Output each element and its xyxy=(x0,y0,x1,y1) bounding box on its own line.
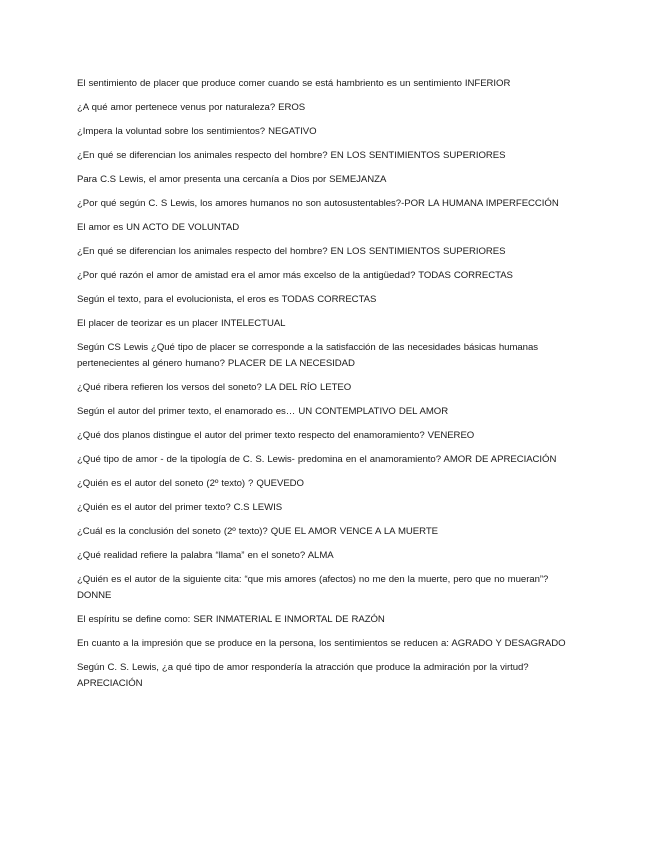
paragraph-16: ¿Qué tipo de amor - de la tipología de C. S. Lewis- predomina en el anamoramiento? AMOR DE APRECIACIÓN xyxy=(77,454,557,465)
paragraph-22: El espíritu se define como: SER INMATERIAL E INMORTAL DE RAZÓN xyxy=(77,614,385,625)
paragraph-24: Según C. S. Lewis, ¿a qué tipo de amor respondería la atracción que produce la admiración por la virtud? APRECIACIÓN xyxy=(77,662,529,689)
paragraph-11: El placer de teorizar es un placer INTELECTUAL xyxy=(77,318,286,329)
paragraph-9: ¿Por qué razón el amor de amistad era el amor más excelso de la antigüedad? TODAS CORRECTAS xyxy=(77,270,513,281)
paragraph-13: ¿Qué ribera refieren los versos del soneto? LA DEL RÍO LETEO xyxy=(77,382,352,393)
paragraph-14: Según el autor del primer texto, el enamorado es… UN CONTEMPLATIVO DEL AMOR xyxy=(77,406,449,417)
paragraph-10: Según el texto, para el evolucionista, el eros es TODAS CORRECTAS xyxy=(77,294,377,305)
paragraph-15: ¿Qué dos planos distingue el autor del primer texto respecto del enamoramiento? VENEREO xyxy=(77,430,475,441)
paragraph-6: ¿Por qué según C. S Lewis, los amores humanos no son autosustentables?-POR LA HUMANA IMPERFECCIÓN xyxy=(77,198,559,209)
paragraph-12: Según CS Lewis ¿Qué tipo de placer se corresponde a la satisfacción de las necesidades básicas humanas pertenecientes al género humano? PLACER DE LA NECESIDAD xyxy=(77,342,539,369)
paragraph-20: ¿Qué realidad refiere la palabra “llama” en el soneto? ALMA xyxy=(77,550,334,561)
document-body xyxy=(77,76,582,700)
paragraph-4: ¿En qué se diferencian los animales respecto del hombre? EN LOS SENTIMIENTOS SUPERIORES xyxy=(77,150,506,161)
paragraph-18: ¿Quién es el autor del primer texto? C.S LEWIS xyxy=(77,502,283,513)
paragraph-5: Para C.S Lewis, el amor presenta una cercanía a Dios por SEMEJANZA xyxy=(77,174,387,185)
paragraph-2: ¿A qué amor pertenece venus por naturaleza? EROS xyxy=(77,102,306,113)
paragraph-23: En cuanto a la impresión que se produce en la persona, los sentimientos se reducen a: AGRADO Y DESAGRADO xyxy=(77,638,566,649)
paragraph-8: ¿En qué se diferencian los animales respecto del hombre? EN LOS SENTIMIENTOS SUPERIORES xyxy=(77,246,506,257)
paragraph-7: El amor es UN ACTO DE VOLUNTAD xyxy=(77,222,240,233)
paragraph-1: El sentimiento de placer que produce comer cuando se está hambriento es un sentimiento INFERIOR xyxy=(77,78,511,89)
paragraph-21: ¿Quién es el autor de la siguiente cita: “que mis amores (afectos) no me den la muerte, pero que no mueran”? DONNE xyxy=(77,574,549,601)
paragraph-17: ¿Quién es el autor del soneto (2º texto) ? QUEVEDO xyxy=(77,478,304,489)
paragraph-3: ¿Impera la voluntad sobre los sentimientos? NEGATIVO xyxy=(77,126,317,137)
paragraph-19: ¿Cuál es la conclusión del soneto (2º texto)? QUE EL AMOR VENCE A LA MUERTE xyxy=(77,526,439,537)
